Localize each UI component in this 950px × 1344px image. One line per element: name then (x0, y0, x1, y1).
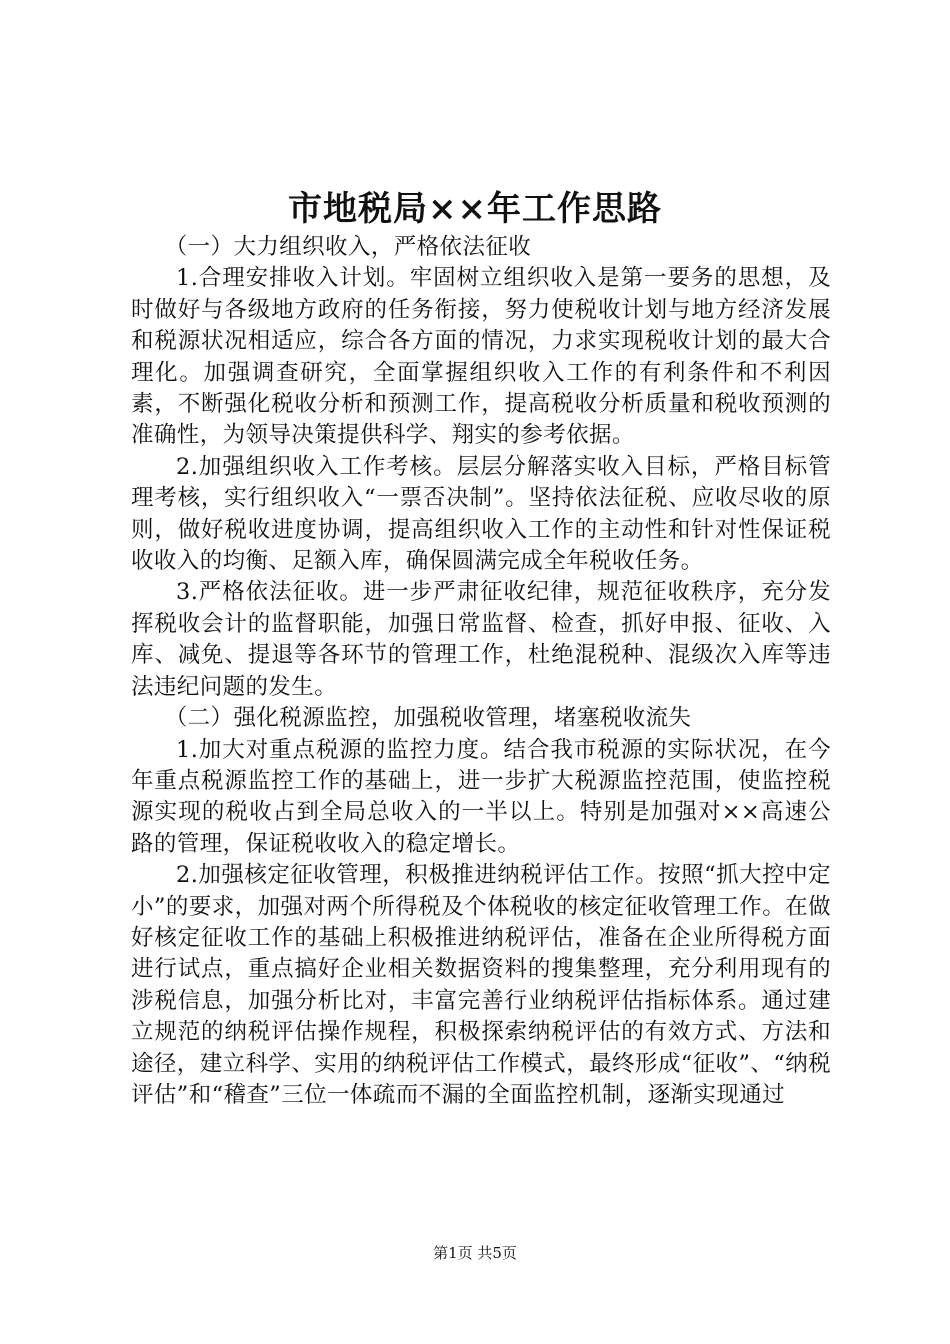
section-heading-1: （一）大力组织收入，严格依法征收 (164, 234, 532, 260)
page-footer: 第1页 共5页 (433, 1244, 517, 1262)
paragraph: 2.加强组织收入工作考核。层层分解落实收入目标，严格目标管理考核，实行组织收入“一票否决制”。坚持依法征税、应收尽收的原则，做好税收进度协调，提高组织收入工作的主动性和针对性保证税收收入的均衡、足额入库，确保圆满完成全年税收任务。 (131, 453, 831, 575)
document-title: 市地税局××年工作思路 (288, 189, 662, 229)
paragraph: 2.加强核定征收管理，积极推进纳税评估工作。按照“抓大控中定小”的要求，加强对两个所得税及个体税收的核定征收管理工作。在做好核定征收工作的基础上积极推进纳税评估，准备在企业所得税方面进行试点，重点搞好企业相关数据资料的搜集整理，充分利用现有的涉税信息，加强分析比对，丰富完善行业纳税评估指标体系。通过建立规范的纳税评估操作规程，积极探索纳税评估的有效方式、方法和途径，建立科学、实用的纳税评估工作模式，最终形成“征收”、“纳税评估”和“稽查”三位一体疏而不漏的全面监控机制，逐渐实现通过 (131, 862, 831, 1108)
paragraph: 1.合理安排收入计划。牢固树立组织收入是第一要务的思想，及时做好与各级地方政府的任务衔接，努力使税收计划与地方经济发展和税源状况相适应，综合各方面的情况，力求实现税收计划的最大合理化。加强调查研究，全面掌握组织收入工作的有利条件和不利因素，不断强化税收分析和预测工作，提高税收分析质量和税收预测的准确性，为领导决策提供科学、翔实的参考依据。 (131, 265, 831, 449)
paragraph: 3.严格依法征收。进一步严肃征收纪律，规范征收秩序，充分发挥税收会计的监督职能，加强日常监督、检查，抓好申报、征收、入库、减免、提退等各环节的管理工作，杜绝混税种、混级次入库等违法违纪问题的发生。 (131, 579, 831, 700)
section-heading-2: （二）强化税源监控，加强税收管理，堵塞税收流失 (164, 705, 692, 732)
paragraph: 1.加大对重点税源的监控力度。结合我市税源的实际状况，在今年重点税源监控工作的基础上，进一步扩大税源监控范围，使监控税源实现的税收占到全局总收入的一半以上。特别是加强对××高速公路的管理，保证税收收入的稳定增长。 (131, 736, 831, 857)
document-body (131, 232, 831, 1111)
